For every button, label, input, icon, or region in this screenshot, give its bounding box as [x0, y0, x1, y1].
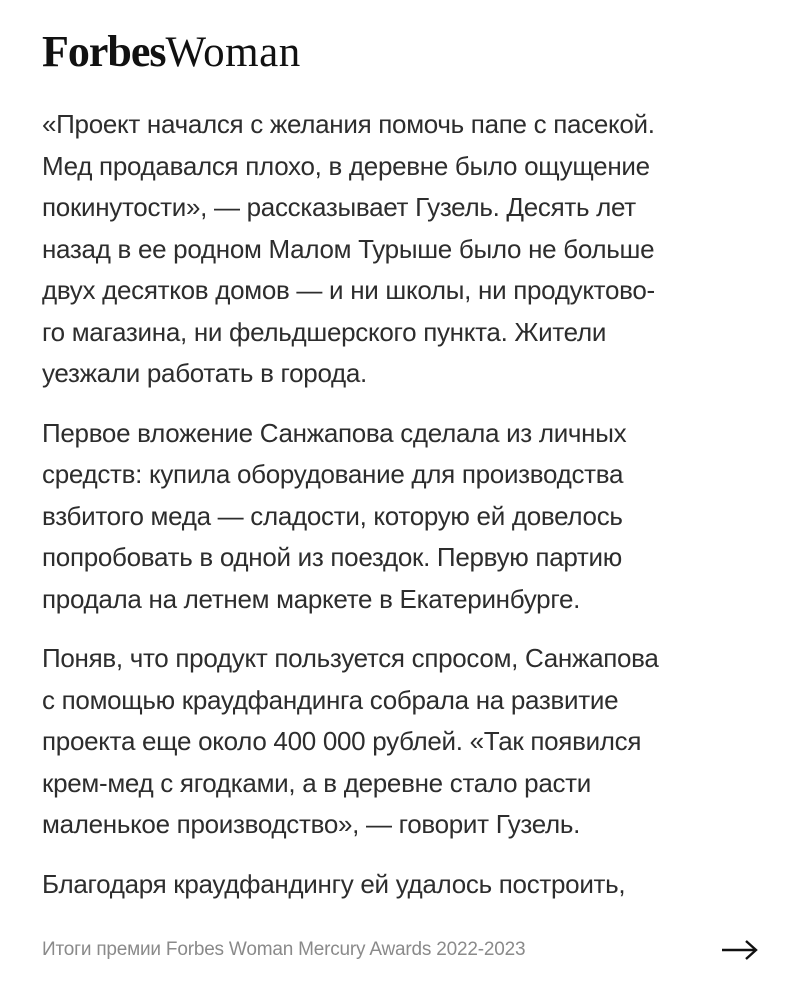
- logo-forbes-text: Forbes: [42, 27, 166, 76]
- paragraph-line: Поняв, что продукт пользуется спросом, Санжапова: [42, 643, 659, 673]
- paragraph-line: двух десятков домов — и ни школы, ни продуктово-: [42, 275, 655, 305]
- paragraph-line: взбитого меда — сладости, которую ей довелось: [42, 500, 623, 531]
- paragraph-4: [42, 864, 762, 906]
- paragraph-line: с помощью краудфандинга собрала на развитие: [42, 684, 619, 715]
- paragraph-line: назад в ее родном Малом Турыше было не больше: [42, 233, 655, 264]
- paragraph-line: Первое вложение Санжапова сделала из личных: [42, 417, 627, 448]
- paragraph-1: [42, 104, 762, 395]
- forbes-woman-logo: [42, 27, 301, 80]
- paragraph-line: покинутости», — рассказывает Гузель. Десять лет: [42, 192, 636, 222]
- paragraph-3: [42, 638, 762, 846]
- paragraph-line: средств: купила оборудование для производства: [42, 459, 624, 489]
- paragraph-line: Мед продавался плохо, в деревне было ощущение: [42, 150, 650, 181]
- paragraph-line: маленькое производство», — говорит Гузель.: [42, 809, 581, 839]
- next-article-link[interactable]: [42, 928, 760, 972]
- paragraph-line: попробовать в одной из поездок. Первую партию: [42, 542, 622, 572]
- paragraph-line: проекта еще около 400 000 рублей. «Так появился: [42, 726, 642, 756]
- paragraph-line: продала на летнем маркете в Екатеринбурге.: [42, 583, 581, 614]
- next-article-title: Итоги премии Forbes Woman Mercury Awards 2022-2023: [42, 939, 526, 960]
- article-body: [42, 104, 762, 923]
- paragraph-line: крем-мед с ягодками, а в деревне стало расти: [42, 767, 592, 798]
- paragraph-line: го магазина, ни фельдшерского пункта. Жители: [42, 316, 607, 347]
- paragraph-line: Благодаря краудфандингу ей удалось построить,: [42, 868, 626, 899]
- paragraph-line: уезжали работать в города.: [42, 358, 367, 388]
- arrow-right-icon[interactable]: [720, 938, 760, 962]
- paragraph-line: «Проект начался с желания помочь папе с пасекой.: [42, 109, 655, 139]
- logo-woman-text: Woman: [165, 29, 301, 76]
- paragraph-2: [42, 413, 762, 621]
